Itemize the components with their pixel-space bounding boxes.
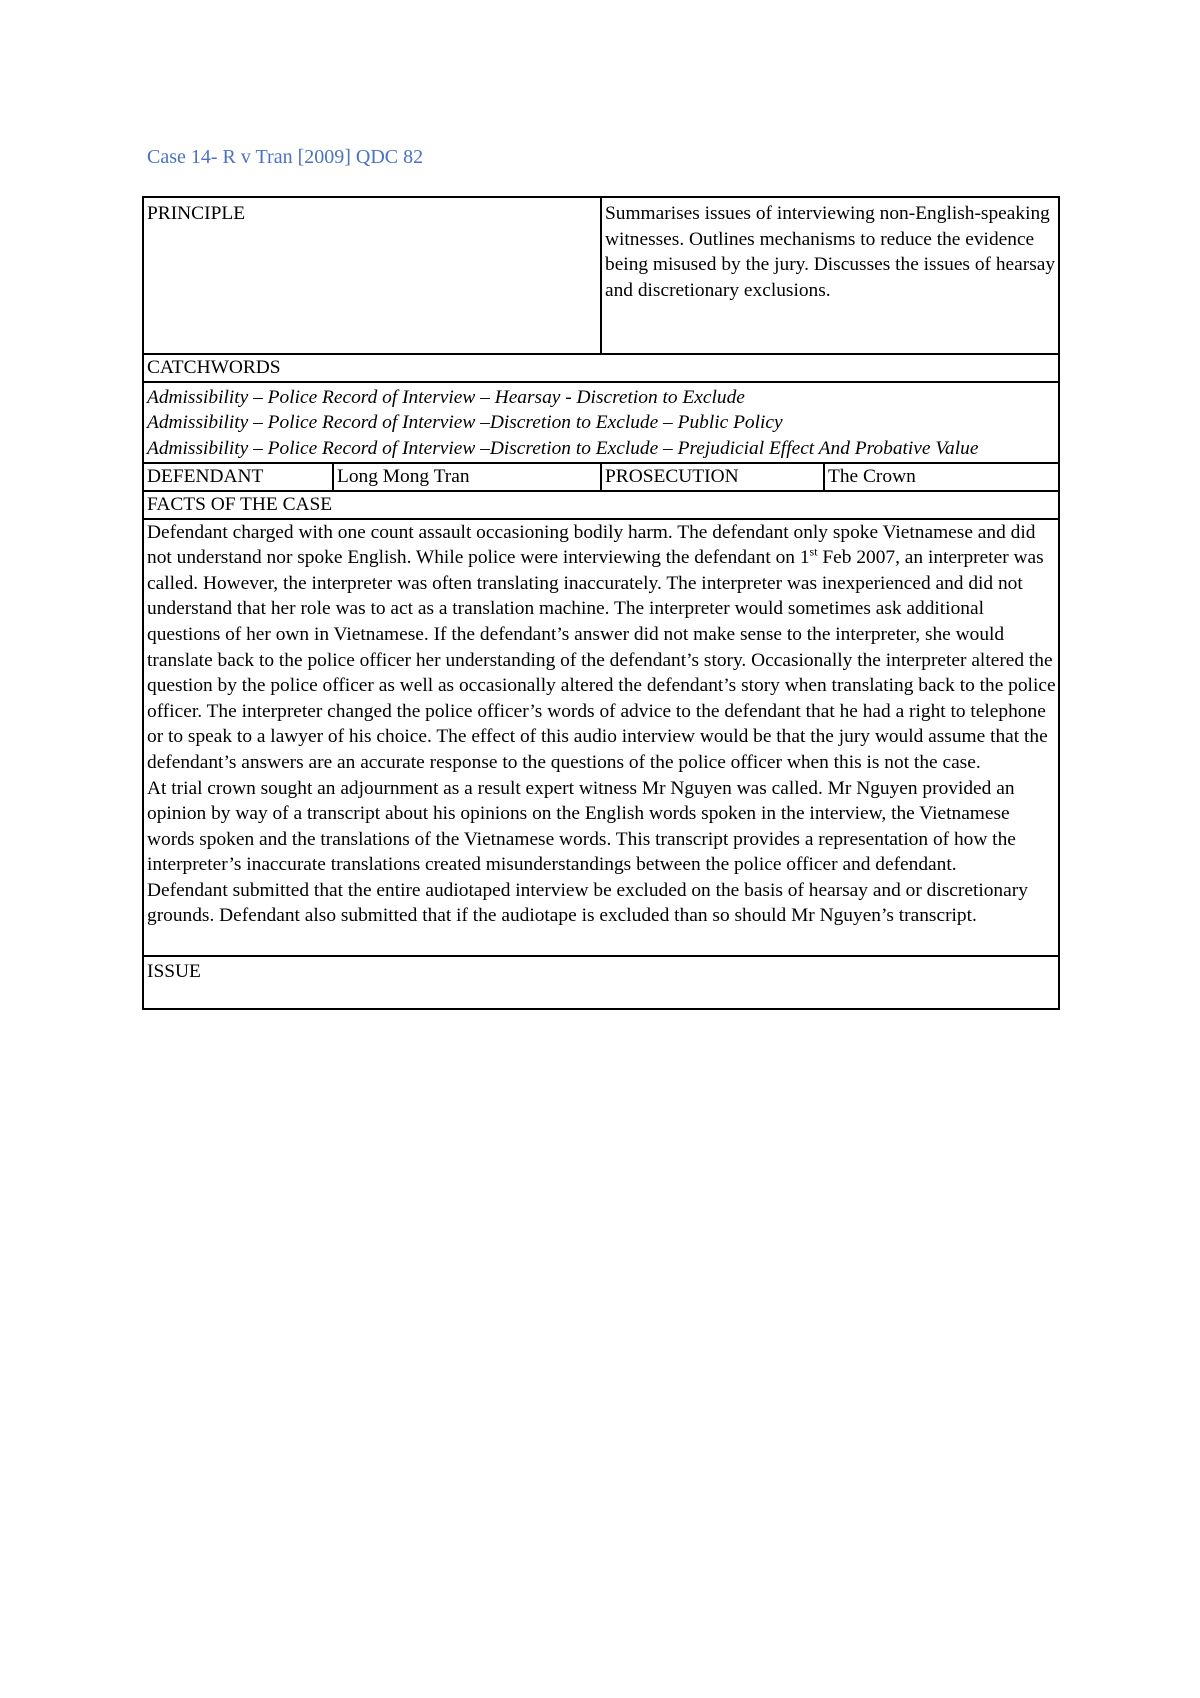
facts-body: [144, 520, 1058, 956]
defendant-label: DEFENDANT: [147, 466, 264, 488]
facts-text: Feb 2007, an interpreter was called. However, the interpreter was often translating inaccurately. The interpreter was inexperienced and did not understand that her role was to act as a translation machine. The interpreter would sometimes ask additional questions of her own in Vietnamese. If the defendant’s answer did not make sense to the interpreter, she would translate back to the police officer her understanding of the defendant’s story. Occasionally the interpreter altered the question by the police officer as well as occasionally altered the defendant’s story when translating back to the police officer. The interpreter changed the police officer’s words of advice to the defendant that he had a right to telephone or to speak to a lawyer of his choice. The effect of this audio interview would be that the jury would assume that the defendant’s answers are an accurate response to the questions of the police officer when this is not the case.: [147, 547, 1056, 773]
catchwords-row: [144, 383, 1058, 465]
issue-label: ISSUE: [147, 961, 201, 983]
principle-text: Summarises issues of interviewing non-English-speaking witnesses. Outlines mechanisms to reduce the evidence being misused by the jury. Discusses the issues of hearsay and discretionary exclusions.: [600, 198, 1058, 353]
catchword-line: Admissibility – Police Record of Interview –Discretion to Exclude – Public Policy: [147, 412, 783, 434]
principle-label: PRINCIPLE: [147, 203, 246, 224]
case-heading: Case 14- R v Tran [2009] QDC 82: [147, 146, 424, 168]
prosecution-name: The Crown: [823, 464, 1058, 490]
case-summary-table: [142, 196, 1060, 1010]
catchword-line: Admissibility – Police Record of Interview – Hearsay - Discretion to Exclude: [147, 386, 745, 408]
facts-row: [144, 520, 1058, 958]
catchwords-label: CATCHWORDS: [147, 357, 281, 378]
facts-paragraph: [147, 520, 1056, 776]
facts-label: FACTS OF THE CASE: [147, 493, 333, 515]
facts-paragraph: Defendant submitted that the entire audiotaped interview be excluded on the basis of hearsay and or discretionary grounds. Defendant also submitted that if the audiotape is excluded than so should Mr Nguyen’s transcript.: [147, 879, 1028, 927]
catchwords-label-row: [144, 355, 1058, 383]
defendant-name: Long Mong Tran: [332, 464, 600, 490]
ordinal-suffix: st: [809, 544, 818, 559]
parties-row: [144, 464, 1058, 492]
issue-row: [144, 957, 1058, 1008]
facts-paragraph: At trial crown sought an adjournment as a result expert witness Mr Nguyen was called. Mr Nguyen provided an opinion by way of a transcript about his opinions on the English words spoken in the interview, the Vietnamese words spoken and the translations of the Vietnamese words. This transcript provides a representation of how the interpreter’s inaccurate translations created misunderstandings between the police officer and defendant.: [147, 777, 1016, 876]
prosecution-label: PROSECUTION: [600, 464, 823, 490]
principle-row: [144, 198, 1058, 355]
facts-text: Defendant charged with one count assault occasioning bodily harm. The defendant only spoke Vietnamese and did not understand nor spoke English. While police were interviewing the defendant on 1: [147, 521, 1036, 569]
catchword-line: Admissibility – Police Record of Interview –Discretion to Exclude – Prejudicial Effect And Probative Value: [147, 437, 979, 459]
facts-label-row: [144, 492, 1058, 520]
catchwords-list: [144, 385, 1058, 462]
